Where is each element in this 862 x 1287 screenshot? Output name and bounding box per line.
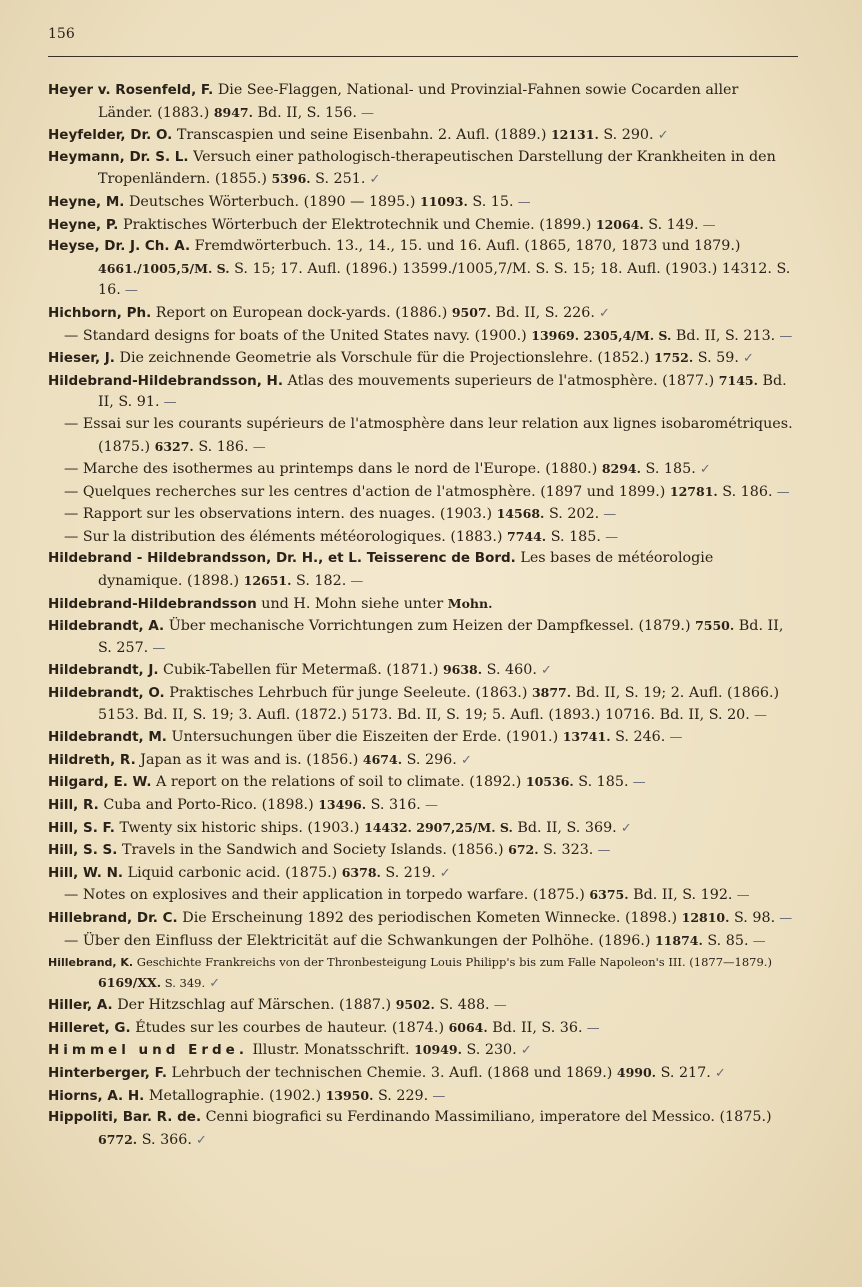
entry-title: Transcaspien und seine Eisenbahn. 2. Aufl. (1889.) — [172, 127, 551, 144]
page-number: 156 — [48, 26, 75, 42]
entry-heading: Hill, W. N. — [48, 864, 124, 881]
catalog-entry — [48, 347, 794, 370]
catalog-entry — [48, 682, 794, 726]
entry-heading: Hichborn, Ph. — [48, 304, 152, 321]
entry-heading: Hillebrand, K. — [48, 956, 134, 970]
ditto-dash: — — [64, 327, 83, 344]
catalog-entry — [48, 930, 794, 953]
entry-reference: S. 246. — [610, 729, 666, 746]
entry-reference: S. 98. — [729, 909, 776, 926]
entry-title: Twenty six historic ships. (1903.) — [114, 819, 365, 836]
entry-number: 7550. — [695, 618, 735, 634]
entry-reference: S. 251. — [310, 171, 366, 188]
entry-mark: ✓ — [365, 172, 381, 188]
entry-number: 13496. — [318, 797, 367, 812]
catalog-entry — [48, 749, 794, 772]
catalog-entry — [48, 481, 794, 504]
entry-heading: Hill, S. S. — [48, 842, 118, 859]
entry-title: Metallographie. (1902.) — [144, 1087, 326, 1104]
entry-reference: S. 85. — [702, 932, 749, 949]
entry-reference: S. 217. — [656, 1064, 711, 1081]
entry-heading: Himmel und Erde. — [48, 1042, 248, 1059]
catalog-entry — [48, 1107, 794, 1151]
catalog-entry — [48, 414, 794, 458]
catalog-entry — [48, 80, 794, 124]
entry-title: Quelques recherches sur les centres d'action de l'atmosphère. (1897 und 1899.) — [82, 483, 670, 500]
entry-title: Praktisches Lehrbuch für junge Seeleute. (1863.) — [164, 685, 532, 702]
entry-heading: Heyse, Dr. J. Ch. A. — [48, 238, 191, 255]
entry-number: 6375. — [589, 887, 629, 903]
entry-number: 6378. — [341, 864, 381, 880]
entry-mark: ✓ — [738, 351, 754, 367]
entry-title: Geschichte Frankreichs von der Thronbesteigung Louis Philipp's bis zum Falle Napoleon's III. (1877—1879.) — [133, 955, 772, 970]
catalog-entry — [48, 458, 794, 481]
entry-title: Die Erscheinung 1892 des periodischen Kometen Winnecke. (1898.) — [177, 909, 682, 926]
entry-reference: S. 185. — [546, 528, 601, 545]
entry-title: Rapport sur les observations intern. des nuages. (1903.) — [82, 506, 497, 523]
entry-title: Travels in the Sandwich and Society Islands. (1856.) — [117, 842, 509, 859]
catalog-entry — [48, 526, 794, 549]
catalog-entry — [48, 236, 794, 302]
entry-reference: Bd. II, S. 369. — [512, 819, 617, 836]
entry-reference: S. 186. — [193, 438, 249, 455]
entry-mark: — — [665, 730, 683, 746]
entry-title: Report on European dock-yards. (1886.) — [151, 304, 452, 321]
entry-title: Les bases de météorologie dynamique. (1898.) — [98, 550, 714, 590]
entry-mark: ✓ — [536, 663, 552, 679]
entry-number: 11874. — [654, 932, 703, 948]
ditto-dash: — — [64, 415, 83, 432]
catalog-entry — [48, 503, 794, 526]
entry-title: Lehrbuch der technischen Chemie. 3. Aufl. (1868 und 1869.) — [166, 1064, 617, 1081]
entry-number: 10949. — [414, 1042, 462, 1058]
entry-title: Die See-Flaggen, National- und Provinzial-Fahnen sowie Cocarden aller Länder. (1883.) — [98, 82, 739, 121]
catalog-entry — [48, 548, 794, 592]
entry-reference: S. 349. — [161, 976, 206, 991]
entry-number: 6327. — [154, 438, 194, 454]
entry-reference: S. 316. — [366, 797, 421, 813]
entry-heading: Hildebrand - Hildebrandsson, Dr. H., et L. Teisserenc de Bord. — [48, 550, 516, 567]
entry-number: 8294. — [601, 461, 641, 477]
entry-reference: S. 230. — [461, 1042, 517, 1059]
entry-title: Fremdwörterbuch. 13., 14., 15. und 16. Aufl. (1865, 1870, 1873 und 1879.) — [190, 238, 741, 255]
entry-reference: Bd. II, S. 36. — [487, 1019, 583, 1036]
entry-heading: Heymann, Dr. S. L. — [48, 148, 189, 165]
catalog-entry — [48, 302, 794, 325]
entry-mark: — — [148, 640, 166, 656]
entry-heading: Hildebrandt, J. — [48, 662, 159, 679]
catalog-entry — [48, 794, 794, 817]
ditto-dash: — — [64, 483, 83, 500]
ditto-dash: — — [64, 461, 83, 478]
entry-heading: Hill, S. F. — [48, 819, 115, 836]
entry-reference: Bd. II, S. 91. — [98, 372, 787, 411]
catalog-entry — [48, 214, 794, 237]
entry-title: Der Hitzschlag auf Märschen. (1887.) — [112, 997, 396, 1014]
entry-mark: — — [420, 798, 438, 813]
entry-title: und H. Mohn siehe unter — [256, 595, 448, 612]
entry-heading: Hiller, A. — [48, 997, 113, 1014]
entry-title: Praktisches Wörterbuch der Elektrotechnik und Chemie. (1899.) — [118, 216, 596, 233]
entry-mark: — — [593, 843, 611, 859]
entry-number: 4674. — [362, 751, 403, 767]
entry-heading: Hildebrandt, M. — [48, 729, 167, 746]
entry-heading: Hildebrand-Hildebrandsson, H. — [48, 372, 283, 389]
entry-number: 672. — [508, 842, 539, 858]
entry-title: Über den Einfluss der Elektricität auf die Schwankungen der Polhöhe. (1896.) — [82, 932, 655, 949]
entry-number: 9502. — [395, 997, 435, 1013]
entry-mark: — — [599, 507, 617, 523]
catalog-entry — [48, 952, 794, 994]
entry-reference: Bd. II, S. 156. — [252, 104, 357, 121]
entry-number: 7744. — [507, 528, 547, 544]
entry-reference: S. 149. — [643, 216, 699, 233]
entry-number: 4990. — [616, 1064, 657, 1080]
entry-mark: — — [748, 933, 766, 949]
entry-title: Marche des isothermes au printemps dans le nord de l'Europe. (1880.) — [82, 461, 602, 478]
entry-heading: Hilgard, E. W. — [48, 774, 152, 791]
entry-heading: Hilleret, G. — [48, 1019, 131, 1036]
catalog-entry — [48, 370, 794, 414]
entry-mark: — — [120, 283, 138, 299]
entry-heading: Hildebrandt, A. — [48, 618, 165, 635]
entry-mark: ✓ — [616, 820, 632, 836]
entry-reference: S. 460. — [482, 662, 537, 679]
entry-heading: Heyer v. Rosenfeld, F. — [48, 82, 214, 98]
entry-mark: — — [489, 998, 507, 1014]
entry-title: Essai sur les courants supérieurs de l'atmosphère dans leur relation aux lignes isobarométriques. (1875.) — [82, 415, 793, 455]
entry-heading: Hinterberger, F. — [48, 1064, 167, 1081]
entry-mark: — — [698, 217, 716, 233]
catalog-entry — [48, 1039, 794, 1062]
entry-title: Deutsches Wörterbuch. (1890 — 1895.) — [124, 193, 421, 210]
entry-number: 8947. — [213, 104, 253, 120]
entry-reference: Bd. II, S. 226. — [491, 304, 595, 321]
entry-reference: S. 366. — [137, 1131, 192, 1148]
entry-reference: S. 323. — [538, 842, 594, 859]
ditto-dash: — — [64, 932, 83, 949]
entry-number: 12810. — [681, 909, 730, 925]
header-rule — [48, 56, 798, 57]
entry-number: 1752. — [654, 350, 694, 366]
ditto-dash: — — [64, 506, 83, 523]
entry-title: Cenni biografici su Ferdinando Massimiliano, imperatore del Messico. (1875.) — [201, 1109, 772, 1126]
entry-heading: Hiorns, A. H. — [48, 1087, 145, 1104]
catalog-entry — [48, 325, 794, 348]
catalog-entry — [48, 817, 794, 840]
entry-reference: S. 15; 17. Aufl. (1896.) 13599./1005,7/M. S. S. 15; 18. Aufl. (1903.) 14312. S. 16. — [98, 260, 791, 299]
catalog-entry — [48, 771, 794, 794]
catalog-entry — [48, 593, 794, 616]
entry-mark: — — [513, 194, 531, 210]
entry-title: Die zeichnende Geometrie als Vorschule für die Projectionslehre. (1852.) — [114, 350, 655, 367]
entry-mark: ✓ — [710, 1065, 726, 1081]
entry-reference: S. 202. — [544, 506, 600, 523]
entry-number: 4661./1005,5/M. S. — [98, 260, 230, 276]
catalog-entry — [48, 147, 794, 191]
entry-title: A report on the relations of soil to climate. (1892.) — [151, 774, 526, 791]
entry-number: 12131. — [550, 127, 599, 143]
entry-number: 3877. — [531, 685, 572, 701]
entry-title: Untersuchungen über die Eiszeiten der Erde. (1901.) — [166, 729, 563, 746]
entry-mark: ✓ — [205, 976, 221, 992]
entry-number: 12781. — [669, 483, 718, 499]
catalog-entry — [48, 1085, 794, 1108]
catalog-entry — [48, 726, 794, 749]
entry-number: 7145. — [718, 372, 758, 388]
entry-title: Versuch einer pathologisch-therapeutischen Darstellung der Krankheiten in den Tropenländern. (1855.) — [98, 148, 776, 188]
entry-mark: — — [346, 574, 364, 590]
entry-number: 5396. — [271, 171, 311, 187]
entry-title: Études sur les courbes de hauteur. (1874.) — [130, 1019, 449, 1036]
entry-mark: — — [356, 105, 375, 121]
entry-reference: S. 229. — [373, 1087, 429, 1104]
entry-mark: ✓ — [516, 1043, 532, 1059]
entry-reference: S. 185. — [573, 774, 629, 791]
entry-heading: Hieser, J. — [48, 350, 115, 367]
entry-reference: S. 219. — [380, 864, 436, 881]
catalog-entry — [48, 839, 794, 862]
entry-title: Sur la distribution des éléments météorologiques. (1883.) — [82, 528, 508, 545]
entry-title: Cuba and Porto-Rico. (1898.) — [98, 797, 319, 813]
catalog-entry — [48, 1017, 794, 1040]
entry-title: Cubik-Tabellen für Metermaß. (1871.) — [158, 662, 443, 679]
entry-title: Über mechanische Vorrichtungen zum Heizen der Dampfkessel. (1879.) — [164, 618, 696, 635]
entry-title: Illustr. Monatsschrift. — [247, 1042, 415, 1059]
entry-heading: Hildreth, R. — [48, 751, 136, 768]
catalog-entry — [48, 994, 794, 1017]
entry-number: 12651. — [243, 573, 292, 589]
entry-heading: Heyne, M. — [48, 193, 125, 210]
entry-reference: Bd. II, S. 257. — [98, 618, 784, 656]
entry-reference: S. 59. — [693, 350, 739, 367]
catalog-entry — [48, 191, 794, 214]
entry-mark: — — [582, 1020, 600, 1036]
catalog-entry — [48, 884, 794, 907]
entry-mark: ✓ — [435, 865, 451, 881]
entry-mark: — — [749, 707, 767, 723]
entry-reference: S. 182. — [291, 573, 347, 590]
entry-heading: Hill, R. — [48, 797, 99, 813]
entry-number: 6772. — [98, 1131, 138, 1147]
entry-number: 13969. 2305,4/M. S. — [531, 327, 672, 343]
entry-number: 13741. — [562, 729, 611, 745]
entry-mark: — — [248, 439, 266, 455]
entry-heading: Hippoliti, Bar. R. de. — [48, 1109, 202, 1126]
catalog-entry — [48, 862, 794, 885]
entry-title: Japan as it was and is. (1856.) — [135, 751, 363, 768]
entry-heading: Heyne, P. — [48, 216, 119, 233]
entry-number: 11093. — [420, 193, 468, 209]
entry-title: Atlas des mouvements superieurs de l'atmosphère. (1877.) — [282, 372, 719, 389]
entry-mark: ✓ — [594, 305, 610, 321]
entry-number: 14432. 2907,25/M. S. — [364, 819, 513, 835]
entry-number: 9638. — [442, 662, 483, 678]
entry-mark: ✓ — [695, 462, 711, 478]
entry-mark: — — [600, 529, 619, 545]
entry-reference: S. 296. — [402, 751, 457, 768]
entry-title: Liquid carbonic acid. (1875.) — [123, 864, 342, 881]
entry-heading: Hildebrandt, O. — [48, 685, 165, 702]
entry-heading: Hildebrand-Hildebrandsson — [48, 595, 257, 612]
entry-number: 6169/XX. — [98, 975, 162, 991]
entry-reference: Bd. II, S. 213. — [671, 327, 776, 344]
entry-mark: — — [428, 1088, 446, 1104]
entry-mark: ✓ — [653, 128, 669, 144]
entry-mark: — — [775, 910, 793, 926]
entry-number: 14568. — [496, 506, 545, 522]
entry-title: Standard designs for boats of the United States navy. (1900.) — [82, 327, 532, 344]
entry-mark: — — [775, 328, 793, 344]
entry-reference: S. 488. — [434, 997, 490, 1014]
entry-heading: Hillebrand, Dr. C. — [48, 909, 178, 926]
entry-number: 13950. — [325, 1087, 374, 1103]
catalog-entry — [48, 907, 794, 930]
ditto-dash: — — [64, 887, 83, 904]
catalog-entry — [48, 1062, 794, 1085]
entry-mark: — — [628, 775, 646, 791]
entry-reference: S. 15. — [467, 193, 514, 210]
entry-reference: S. 186. — [717, 483, 773, 500]
entry-number: 9507. — [451, 304, 492, 320]
entry-number: 12064. — [595, 216, 644, 232]
entry-mark: — — [772, 484, 790, 500]
entry-list — [48, 80, 794, 1151]
entry-number: 10536. — [525, 774, 574, 790]
catalog-entry — [48, 659, 794, 682]
entry-number: 6064. — [448, 1019, 488, 1035]
entry-reference: Bd. II, S. 19; 2. Aufl. (1866.) 5153. Bd. II, S. 19; 3. Aufl. (1872.) 5173. Bd. II, S. 19; 5. Aufl. (1893.) 10716. Bd. II, S. 20. — [98, 685, 780, 723]
entry-mark: — — [732, 888, 750, 904]
catalog-entry — [48, 124, 794, 147]
entry-number: Mohn. — [447, 595, 493, 611]
entry-mark: ✓ — [456, 752, 472, 768]
entry-heading: Heyfelder, Dr. O. — [48, 127, 173, 144]
entry-mark: — — [159, 395, 177, 411]
ditto-dash: — — [64, 528, 83, 545]
entry-title: Notes on explosives and their application in torpedo warfare. (1875.) — [82, 887, 590, 904]
entry-reference: S. 185. — [640, 461, 696, 478]
catalog-entry — [48, 615, 794, 659]
entry-mark: ✓ — [191, 1132, 207, 1148]
entry-reference: Bd. II, S. 192. — [628, 887, 733, 904]
entry-reference: S. 290. — [598, 127, 654, 144]
